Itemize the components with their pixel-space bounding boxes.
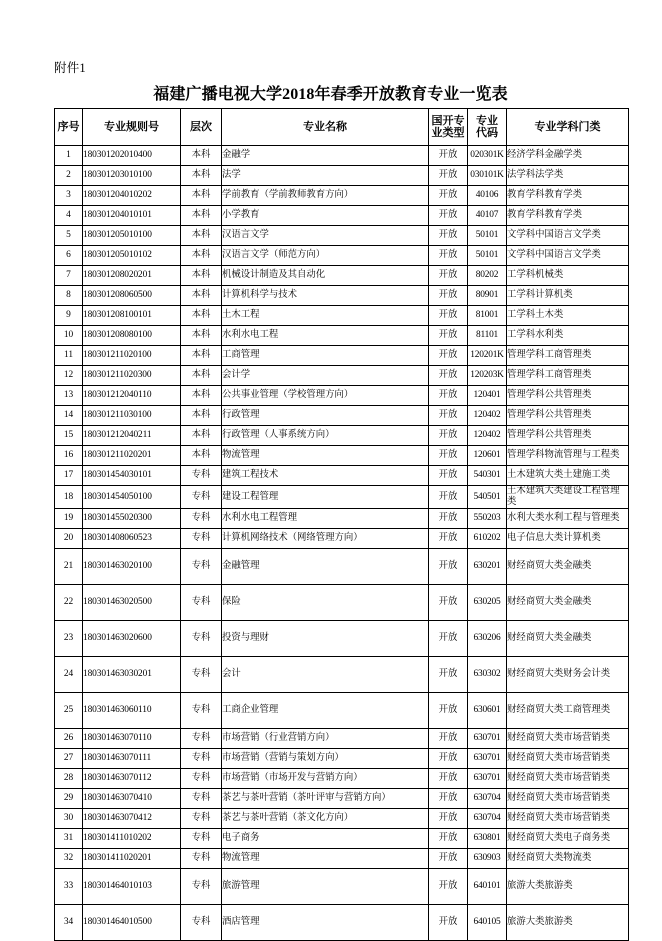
cell-category: 旅游大类旅游类 [507,869,629,905]
cell-seq: 5 [55,226,83,246]
cell-level: 本科 [181,386,222,406]
cell-level: 专科 [181,849,222,869]
cell-category: 财经商贸大类金融类 [507,585,629,621]
attachment-label: 附件1 [54,61,86,75]
cell-level: 专科 [181,905,222,941]
cell-major-name: 会计学 [222,366,429,386]
cell-major-name: 茶艺与茶叶营销（茶文化方向） [222,809,429,829]
table-row [55,466,629,486]
cell-rule-code: 180301463070412 [83,809,181,829]
cell-major-code: 40106 [468,186,507,206]
cell-major-code: 120402 [468,426,507,446]
cell-open-type: 开放 [429,789,468,809]
cell-major-code: 81101 [468,326,507,346]
cell-seq: 21 [55,549,83,585]
cell-level: 本科 [181,366,222,386]
table-body [55,146,629,941]
cell-level: 本科 [181,446,222,466]
cell-category: 水利大类水利工程与管理类 [507,509,629,529]
cell-major-name: 会计 [222,657,429,693]
cell-level: 专科 [181,729,222,749]
cell-major-code: 630701 [468,769,507,789]
table-row [55,869,629,905]
major-table-container [54,108,620,941]
cell-category: 财经商贸大类市场营销类 [507,749,629,769]
cell-rule-code: 180301455020300 [83,509,181,529]
cell-open-type: 开放 [429,306,468,326]
cell-seq: 25 [55,693,83,729]
cell-seq: 31 [55,829,83,849]
cell-category: 管理学科公共管理类 [507,426,629,446]
cell-seq: 8 [55,286,83,306]
cell-level: 专科 [181,869,222,905]
cell-major-code: 640105 [468,905,507,941]
cell-major-code: 550203 [468,509,507,529]
cell-category: 经济学科金融学类 [507,146,629,166]
cell-seq: 13 [55,386,83,406]
cell-open-type: 开放 [429,693,468,729]
cell-major-name: 建筑工程技术 [222,466,429,486]
cell-category: 财经商贸大类电子商务类 [507,829,629,849]
cell-level: 专科 [181,829,222,849]
cell-open-type: 开放 [429,657,468,693]
cell-rule-code: 180301463070111 [83,749,181,769]
cell-open-type: 开放 [429,366,468,386]
cell-category: 教育学科教育学类 [507,186,629,206]
cell-rule-code: 180301408060523 [83,529,181,549]
table-row [55,326,629,346]
table-row [55,206,629,226]
cell-seq: 15 [55,426,83,446]
cell-seq: 28 [55,769,83,789]
cell-major-code: 81001 [468,306,507,326]
table-row [55,426,629,446]
cell-open-type: 开放 [429,386,468,406]
cell-seq: 22 [55,585,83,621]
table-row [55,849,629,869]
cell-seq: 34 [55,905,83,941]
cell-open-type: 开放 [429,585,468,621]
table-row [55,406,629,426]
cell-open-type: 开放 [429,446,468,466]
cell-major-code: 120401 [468,386,507,406]
cell-major-code: 630801 [468,829,507,849]
cell-seq: 33 [55,869,83,905]
table-row [55,166,629,186]
cell-rule-code: 180301463020500 [83,585,181,621]
cell-seq: 2 [55,166,83,186]
cell-level: 专科 [181,585,222,621]
cell-major-name: 物流管理 [222,446,429,466]
cell-seq: 4 [55,206,83,226]
cell-category: 财经商贸大类市场营销类 [507,729,629,749]
cell-major-code: 630704 [468,789,507,809]
cell-open-type: 开放 [429,266,468,286]
cell-category: 财经商贸大类金融类 [507,621,629,657]
cell-open-type: 开放 [429,326,468,346]
cell-rule-code: 180301463070112 [83,769,181,789]
table-row [55,246,629,266]
cell-major-name: 金融管理 [222,549,429,585]
table-row [55,829,629,849]
cell-open-type: 开放 [429,549,468,585]
table-row [55,509,629,529]
major-code-line1: 专业 [476,114,498,127]
cell-open-type: 开放 [429,166,468,186]
cell-level: 专科 [181,486,222,509]
cell-level: 本科 [181,306,222,326]
cell-major-name: 计算机网络技术（网络管理方向） [222,529,429,549]
table-row [55,486,629,509]
cell-category: 工学科计算机类 [507,286,629,306]
cell-category: 文学科中国语言文学类 [507,246,629,266]
cell-rule-code: 180301212040211 [83,426,181,446]
table-header-row [55,109,629,146]
cell-level: 本科 [181,266,222,286]
cell-major-code: 630302 [468,657,507,693]
table-row [55,186,629,206]
cell-seq: 7 [55,266,83,286]
table-row [55,366,629,386]
cell-major-name: 行政管理 [222,406,429,426]
cell-seq: 29 [55,789,83,809]
cell-major-name: 市场营销（行业营销方向） [222,729,429,749]
cell-level: 本科 [181,146,222,166]
cell-seq: 16 [55,446,83,466]
cell-category: 财经商贸大类市场营销类 [507,809,629,829]
cell-rule-code: 180301411010202 [83,829,181,849]
cell-major-code: 630701 [468,729,507,749]
cell-major-code: 630601 [468,693,507,729]
cell-open-type: 开放 [429,621,468,657]
cell-category: 财经商贸大类金融类 [507,549,629,585]
cell-category: 旅游大类旅游类 [507,905,629,941]
cell-level: 专科 [181,529,222,549]
table-row [55,306,629,326]
cell-level: 专科 [181,693,222,729]
table-row [55,769,629,789]
cell-seq: 14 [55,406,83,426]
cell-rule-code: 180301208060500 [83,286,181,306]
cell-seq: 26 [55,729,83,749]
cell-rule-code: 180301205010102 [83,246,181,266]
cell-open-type: 开放 [429,829,468,849]
table-row [55,146,629,166]
cell-major-code: 030101K [468,166,507,186]
major-list-table [54,108,629,941]
cell-category: 工学科水利类 [507,326,629,346]
cell-major-name: 水利水电工程管理 [222,509,429,529]
cell-rule-code: 180301204010101 [83,206,181,226]
cell-level: 本科 [181,186,222,206]
cell-rule-code: 180301205010100 [83,226,181,246]
cell-open-type: 开放 [429,869,468,905]
cell-level: 本科 [181,326,222,346]
cell-major-name: 酒店管理 [222,905,429,941]
cell-open-type: 开放 [429,809,468,829]
cell-major-name: 工商企业管理 [222,693,429,729]
table-row [55,621,629,657]
cell-seq: 30 [55,809,83,829]
table-row [55,286,629,306]
table-row [55,266,629,286]
cell-major-name: 行政管理（人事系统方向） [222,426,429,446]
table-row [55,346,629,366]
cell-level: 本科 [181,426,222,446]
cell-category: 工学科机械类 [507,266,629,286]
cell-rule-code: 180301463070410 [83,789,181,809]
column-header-category: 专业学科门类 [507,109,629,146]
cell-category: 财经商贸大类工商管理类 [507,693,629,729]
cell-major-code: 540301 [468,466,507,486]
cell-open-type: 开放 [429,749,468,769]
cell-rule-code: 180301208080100 [83,326,181,346]
cell-major-code: 120203K [468,366,507,386]
cell-rule-code: 180301454030101 [83,466,181,486]
table-row [55,226,629,246]
cell-major-code: 120402 [468,406,507,426]
column-header-major-name: 专业名称 [222,109,429,146]
cell-category: 管理学科工商管理类 [507,346,629,366]
cell-level: 专科 [181,509,222,529]
cell-rule-code: 180301411020201 [83,849,181,869]
cell-level: 专科 [181,769,222,789]
cell-level: 本科 [181,246,222,266]
cell-open-type: 开放 [429,406,468,426]
cell-open-type: 开放 [429,146,468,166]
cell-seq: 11 [55,346,83,366]
cell-seq: 12 [55,366,83,386]
cell-open-type: 开放 [429,905,468,941]
table-row [55,749,629,769]
cell-major-name: 电子商务 [222,829,429,849]
cell-major-code: 120201K [468,346,507,366]
cell-major-code: 630205 [468,585,507,621]
open-type-line1: 国开专 [431,114,465,127]
cell-rule-code: 180301463030201 [83,657,181,693]
cell-seq: 9 [55,306,83,326]
cell-level: 专科 [181,657,222,693]
cell-open-type: 开放 [429,286,468,306]
cell-rule-code: 180301208100101 [83,306,181,326]
cell-open-type: 开放 [429,769,468,789]
cell-rule-code: 180301464010500 [83,905,181,941]
cell-level: 本科 [181,346,222,366]
cell-seq: 24 [55,657,83,693]
cell-major-code: 640101 [468,869,507,905]
cell-seq: 27 [55,749,83,769]
cell-open-type: 开放 [429,186,468,206]
cell-major-name: 计算机科学与技术 [222,286,429,306]
cell-major-name: 法学 [222,166,429,186]
cell-category: 管理学科物流管理与工程类 [507,446,629,466]
cell-major-code: 50101 [468,246,507,266]
cell-major-name: 水利水电工程 [222,326,429,346]
cell-open-type: 开放 [429,246,468,266]
cell-rule-code: 180301454050100 [83,486,181,509]
cell-category: 土木建筑大类土建施工类 [507,466,629,486]
cell-level: 专科 [181,749,222,769]
open-type-line2: 业类型 [431,127,465,139]
cell-category: 管理学科公共管理类 [507,406,629,426]
cell-category: 财经商贸大类财务会计类 [507,657,629,693]
cell-major-code: 120601 [468,446,507,466]
cell-major-code: 630206 [468,621,507,657]
table-row [55,529,629,549]
cell-rule-code: 180301211030100 [83,406,181,426]
cell-major-name: 汉语言文学（师范方向） [222,246,429,266]
cell-major-name: 金融学 [222,146,429,166]
cell-seq: 17 [55,466,83,486]
cell-open-type: 开放 [429,486,468,509]
cell-major-name: 投资与理财 [222,621,429,657]
cell-major-code: 630704 [468,809,507,829]
cell-seq: 32 [55,849,83,869]
cell-category: 教育学科教育学类 [507,206,629,226]
cell-seq: 20 [55,529,83,549]
cell-major-name: 工商管理 [222,346,429,366]
column-header-open-type [429,109,468,146]
cell-level: 本科 [181,286,222,306]
table-row [55,657,629,693]
cell-major-name: 机械设计制造及其自动化 [222,266,429,286]
cell-level: 专科 [181,789,222,809]
cell-rule-code: 180301208020201 [83,266,181,286]
cell-open-type: 开放 [429,729,468,749]
column-header-seq: 序号 [55,109,83,146]
table-row [55,549,629,585]
table-row [55,386,629,406]
page-title: 福建广播电视大学2018年春季开放教育专业一览表 [153,86,508,103]
cell-open-type: 开放 [429,226,468,246]
table-header [55,109,629,146]
cell-open-type: 开放 [429,509,468,529]
cell-seq: 1 [55,146,83,166]
cell-major-code: 610202 [468,529,507,549]
cell-major-code: 540501 [468,486,507,509]
cell-category: 财经商贸大类市场营销类 [507,769,629,789]
cell-major-name: 汉语言文学 [222,226,429,246]
cell-category: 电子信息大类计算机类 [507,529,629,549]
cell-major-code: 40107 [468,206,507,226]
cell-open-type: 开放 [429,346,468,366]
cell-category: 法学科法学类 [507,166,629,186]
cell-category: 管理学科公共管理类 [507,386,629,406]
cell-category: 工学科土木类 [507,306,629,326]
cell-rule-code: 180301463070110 [83,729,181,749]
cell-major-name: 物流管理 [222,849,429,869]
cell-major-name: 旅游管理 [222,869,429,905]
cell-level: 专科 [181,621,222,657]
cell-rule-code: 180301463060110 [83,693,181,729]
cell-rule-code: 180301203010100 [83,166,181,186]
cell-major-name: 小学教育 [222,206,429,226]
cell-open-type: 开放 [429,206,468,226]
cell-major-name: 茶艺与茶叶营销（茶叶评审与营销方向） [222,789,429,809]
cell-category: 财经商贸大类市场营销类 [507,789,629,809]
cell-level: 本科 [181,166,222,186]
table-row [55,585,629,621]
cell-level: 专科 [181,809,222,829]
cell-major-name: 市场营销（营销与策划方向） [222,749,429,769]
cell-rule-code: 180301204010202 [83,186,181,206]
cell-rule-code: 180301463020100 [83,549,181,585]
cell-major-name: 土木工程 [222,306,429,326]
cell-major-code: 80202 [468,266,507,286]
cell-level: 专科 [181,549,222,585]
table-row [55,446,629,466]
cell-open-type: 开放 [429,466,468,486]
cell-rule-code: 180301212040110 [83,386,181,406]
table-row [55,693,629,729]
cell-category: 土木建筑大类建设工程管理类 [507,486,629,509]
cell-rule-code: 180301464010103 [83,869,181,905]
cell-open-type: 开放 [429,426,468,446]
cell-open-type: 开放 [429,849,468,869]
cell-seq: 18 [55,486,83,509]
cell-major-code: 80901 [468,286,507,306]
cell-major-code: 630201 [468,549,507,585]
column-header-major-code [468,109,507,146]
cell-rule-code: 180301211020100 [83,346,181,366]
table-row [55,905,629,941]
cell-level: 本科 [181,206,222,226]
column-header-rule-code: 专业规则号 [83,109,181,146]
cell-major-name: 市场营销（市场开发与营销方向） [222,769,429,789]
cell-open-type: 开放 [429,529,468,549]
cell-rule-code: 180301202010400 [83,146,181,166]
table-row [55,809,629,829]
cell-level: 专科 [181,466,222,486]
table-row [55,729,629,749]
cell-seq: 10 [55,326,83,346]
cell-category: 文学科中国语言文学类 [507,226,629,246]
cell-seq: 19 [55,509,83,529]
cell-major-name: 公共事业管理（学校管理方向） [222,386,429,406]
cell-seq: 3 [55,186,83,206]
cell-rule-code: 180301211020201 [83,446,181,466]
cell-major-name: 建设工程管理 [222,486,429,509]
cell-major-name: 学前教育（学前教师教育方向） [222,186,429,206]
cell-seq: 6 [55,246,83,266]
cell-rule-code: 180301211020300 [83,366,181,386]
cell-category: 财经商贸大类物流类 [507,849,629,869]
cell-seq: 23 [55,621,83,657]
table-row [55,789,629,809]
cell-major-name: 保险 [222,585,429,621]
cell-rule-code: 180301463020600 [83,621,181,657]
cell-major-code: 020301K [468,146,507,166]
cell-category: 管理学科工商管理类 [507,366,629,386]
cell-major-code: 630903 [468,849,507,869]
column-header-level: 层次 [181,109,222,146]
cell-major-code: 50101 [468,226,507,246]
cell-level: 本科 [181,406,222,426]
major-code-line2: 代码 [476,127,498,139]
cell-major-code: 630701 [468,749,507,769]
cell-level: 本科 [181,226,222,246]
